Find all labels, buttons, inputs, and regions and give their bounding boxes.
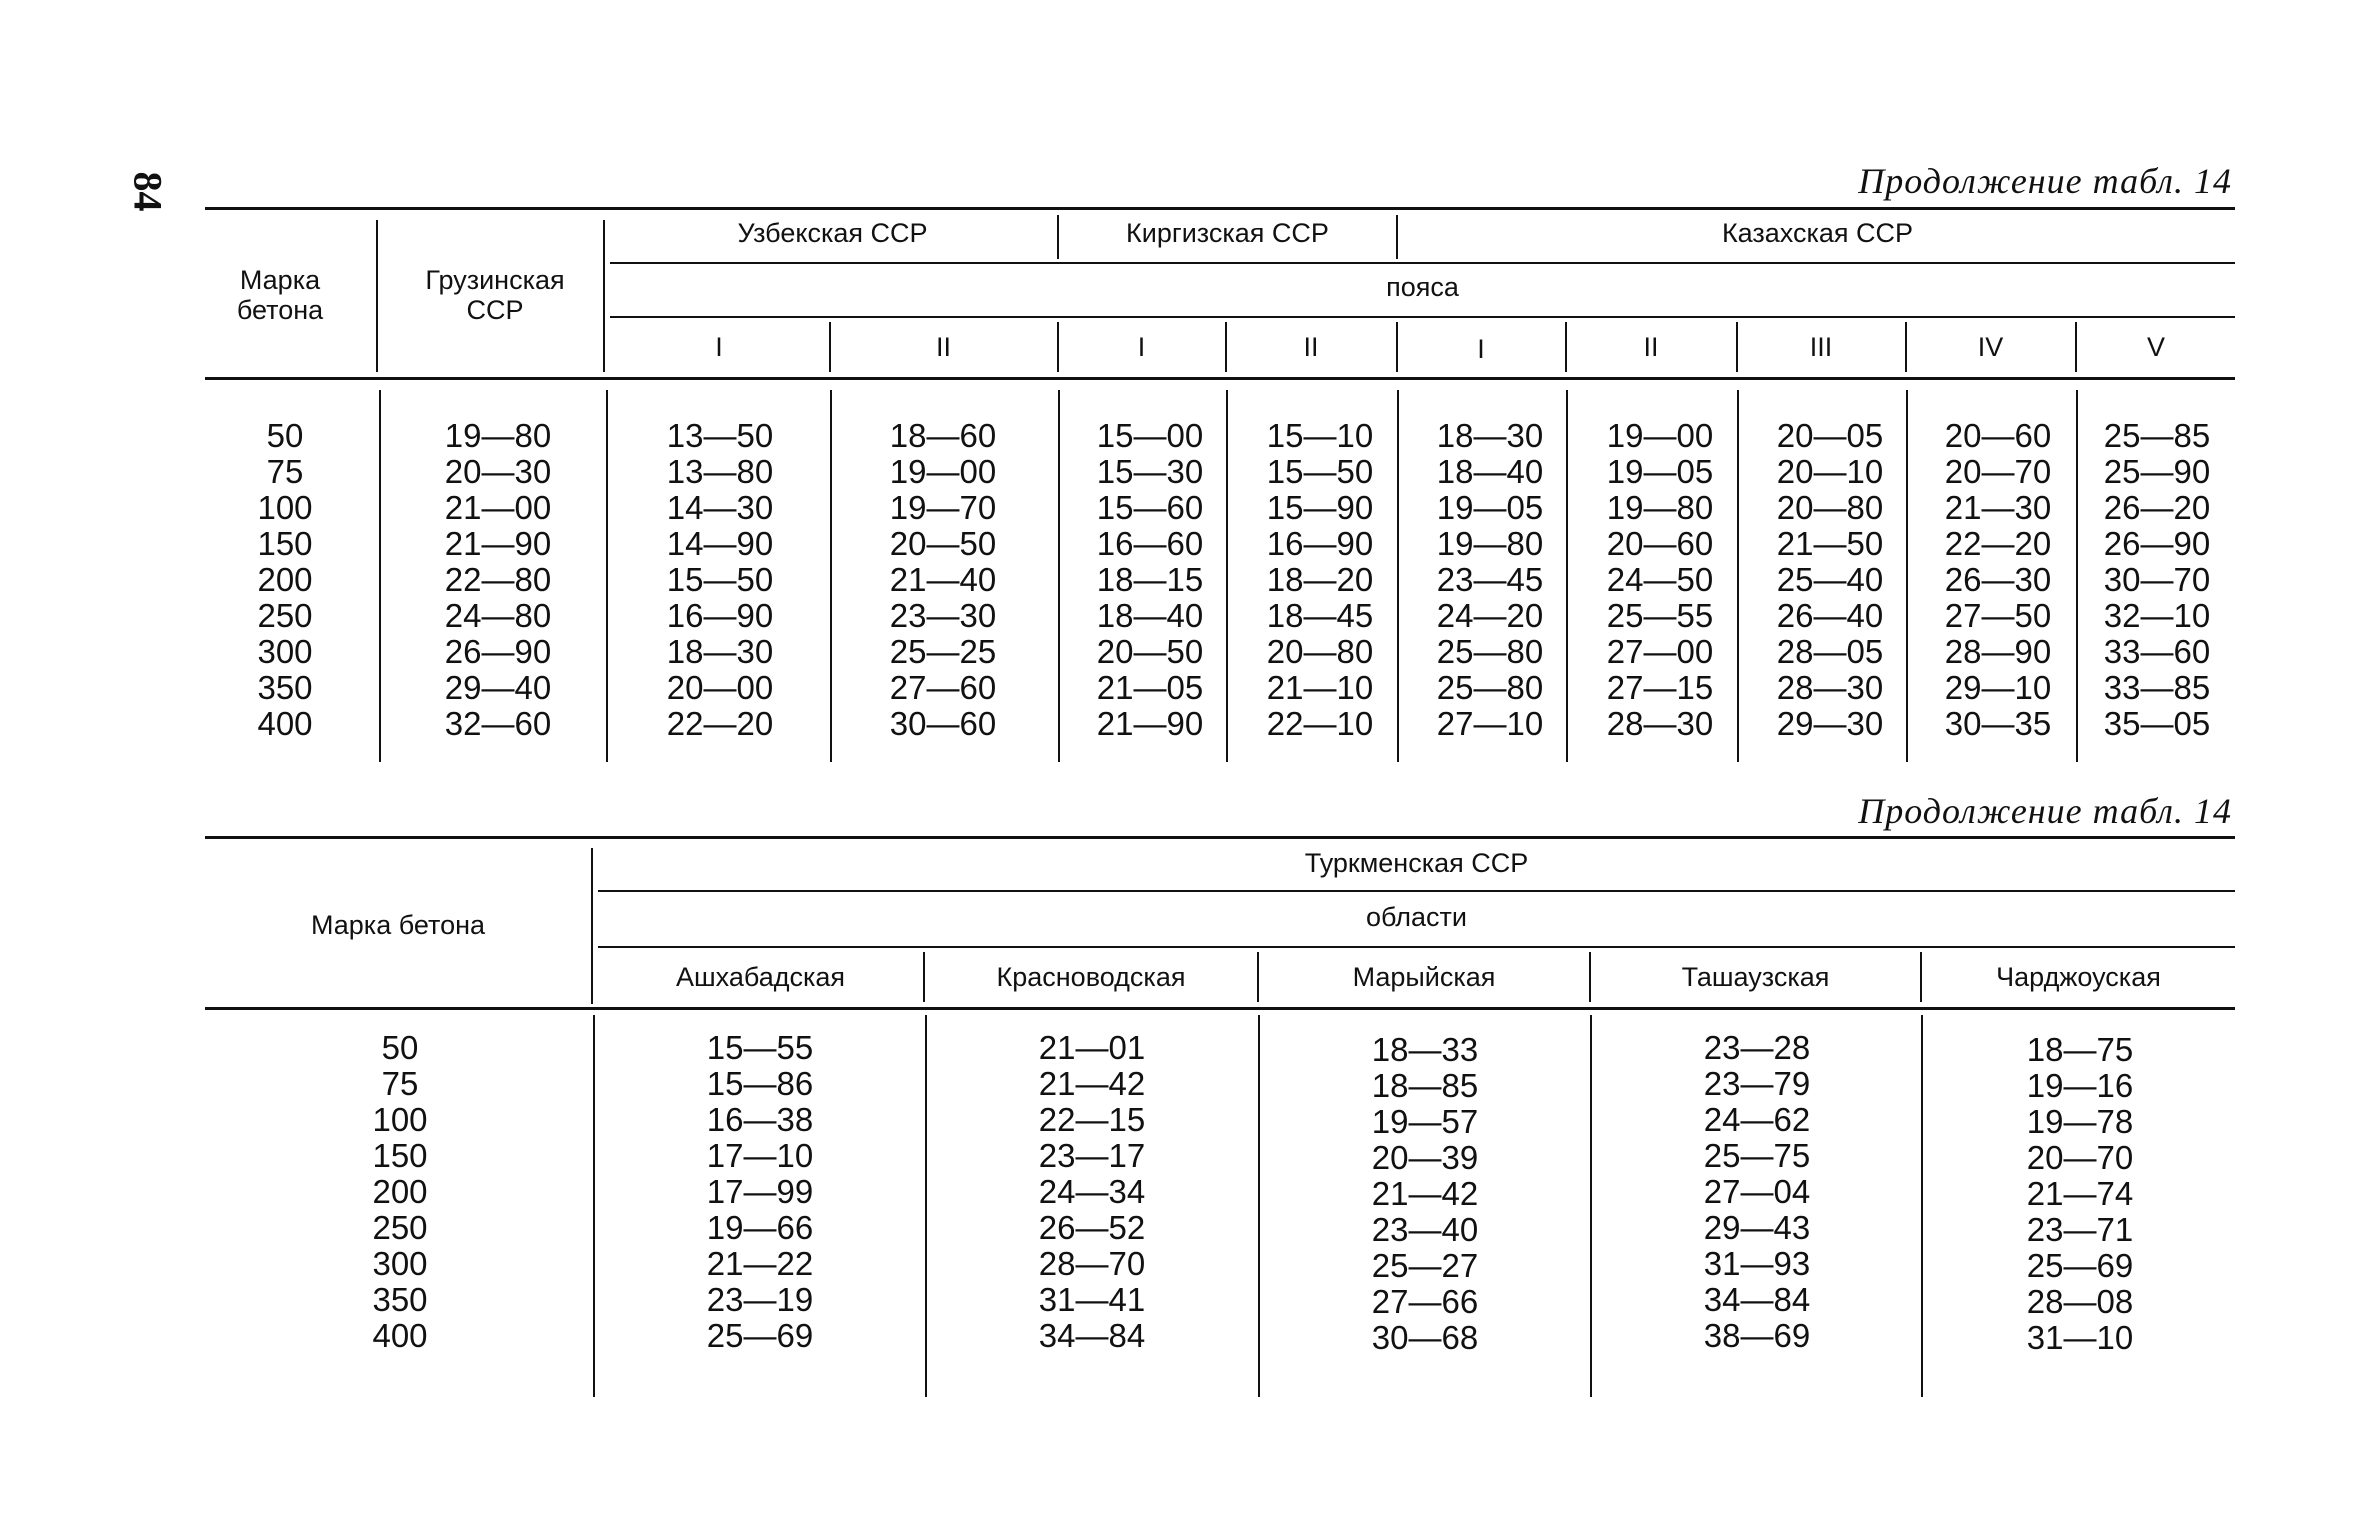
table1-zone-label: IV: [1977, 332, 2004, 362]
table-cell: 18—40: [1436, 453, 1544, 490]
table-cell: 21—74: [2026, 1175, 2134, 1212]
table-cell: 22—80: [444, 561, 552, 598]
table-cell: 17—99: [706, 1173, 814, 1210]
table-cell: 50: [381, 1029, 419, 1066]
table-cell: 25—40: [1776, 561, 1884, 598]
table1-column-kaz-4: [1918, 418, 2078, 742]
table-cell: 30—35: [1944, 705, 2052, 742]
table-cell: 20—60: [1606, 525, 1714, 562]
table1-group-rule: [610, 262, 2235, 264]
table1-header-mark: Марка бетона: [236, 265, 324, 325]
table-cell: 22—20: [666, 705, 774, 742]
table-cell: 75: [266, 453, 304, 490]
table2-header-mark: Марка бетона: [310, 910, 486, 940]
table-cell: 26—30: [1944, 561, 2052, 598]
table-cell: 16—60: [1096, 525, 1204, 562]
table-cell: 18—20: [1266, 561, 1374, 598]
table1-column-georgia: [408, 418, 588, 742]
table1-group-kyrgyz: Киргизская ССР: [1126, 218, 1329, 248]
table1-column-uzb-1: [640, 418, 800, 742]
table-cell: 13—50: [666, 417, 774, 454]
table-cell: 26—52: [1038, 1209, 1146, 1246]
table-cell: 20—80: [1776, 489, 1884, 526]
table-cell: 18—33: [1371, 1031, 1479, 1068]
table-cell: 28—70: [1038, 1245, 1146, 1282]
table-cell: 19—05: [1436, 489, 1544, 526]
table-cell: 20—00: [666, 669, 774, 706]
table-cell: 25—69: [706, 1317, 814, 1354]
table-cell: 23—30: [889, 597, 997, 634]
table-cell: 350: [257, 669, 313, 706]
table-cell: 400: [257, 705, 313, 742]
table-cell: 250: [257, 597, 313, 634]
table-cell: 300: [257, 633, 313, 670]
table-cell: 21—90: [444, 525, 552, 562]
table1-column-kaz-3: [1750, 418, 1910, 742]
table-cell: 18—30: [1436, 417, 1544, 454]
table-cell: 250: [372, 1209, 428, 1246]
table-cell: 20—39: [1371, 1139, 1479, 1176]
table2-top-rule: [205, 836, 2235, 839]
table-cell: 27—10: [1436, 705, 1544, 742]
table-cell: 100: [372, 1101, 428, 1138]
table-cell: 13—80: [666, 453, 774, 490]
table-cell: 18—75: [2026, 1031, 2134, 1068]
table-cell: 27—60: [889, 669, 997, 706]
table-cell: 21—05: [1096, 669, 1204, 706]
table1-body-vline: [379, 390, 381, 762]
table-cell: 25—85: [2103, 417, 2211, 454]
table-cell: 23—71: [2026, 1211, 2134, 1248]
table-cell: 23—28: [1703, 1029, 1811, 1066]
table1-zone-label: I: [715, 332, 723, 362]
table-cell: 25—80: [1436, 669, 1544, 706]
table-cell: 28—30: [1606, 705, 1714, 742]
table2-column-mark: [330, 1030, 470, 1354]
table-cell: 21—40: [889, 561, 997, 598]
table-cell: 15—60: [1096, 489, 1204, 526]
table1-zone-label: V: [2146, 332, 2165, 362]
table2-column-ashgabat: [680, 1030, 840, 1354]
table-cell: 150: [372, 1137, 428, 1174]
table-cell: 27—66: [1371, 1283, 1479, 1320]
table-cell: 21—00: [444, 489, 552, 526]
table-cell: 14—30: [666, 489, 774, 526]
table-cell: 15—55: [706, 1029, 814, 1066]
table-cell: 16—90: [1266, 525, 1374, 562]
table1-column-kaz-2: [1580, 418, 1740, 742]
table-cell: 31—93: [1703, 1245, 1811, 1282]
table-cell: 34—84: [1703, 1281, 1811, 1318]
table1-column-mark: [215, 418, 355, 742]
table-cell: 24—62: [1703, 1101, 1811, 1138]
table-cell: 19—80: [1606, 489, 1714, 526]
table-cell: 23—17: [1038, 1137, 1146, 1174]
table-cell: 26—20: [2103, 489, 2211, 526]
table-cell: 75: [381, 1065, 419, 1102]
table-cell: 23—79: [1703, 1065, 1811, 1102]
table-cell: 25—27: [1371, 1247, 1479, 1284]
table-cell: 30—60: [889, 705, 997, 742]
table-cell: 50: [266, 417, 304, 454]
table-cell: 23—45: [1436, 561, 1544, 598]
table2-body-vline: [1258, 1015, 1260, 1397]
table-cell: 26—90: [2103, 525, 2211, 562]
table-cell: 27—15: [1606, 669, 1714, 706]
table-cell: 20—05: [1776, 417, 1884, 454]
table-cell: 15—90: [1266, 489, 1374, 526]
table-cell: 19—57: [1371, 1103, 1479, 1140]
page-number: 84: [125, 171, 171, 212]
table1-zone-label: II: [1643, 332, 1659, 362]
table1-header-bottom-rule: [205, 377, 2235, 380]
table-cell: 15—50: [666, 561, 774, 598]
table2-vline-mark: [591, 848, 593, 1004]
table-cell: 34—84: [1038, 1317, 1146, 1354]
table-cell: 21—10: [1266, 669, 1374, 706]
table-cell: 20—10: [1776, 453, 1884, 490]
table-cell: 19—78: [2026, 1103, 2134, 1140]
table-cell: 21—42: [1371, 1175, 1479, 1212]
table-cell: 24—50: [1606, 561, 1714, 598]
table-cell: 25—80: [1436, 633, 1544, 670]
table-cell: 20—60: [1944, 417, 2052, 454]
table-cell: 19—00: [1606, 417, 1714, 454]
table-cell: 20—70: [2026, 1139, 2134, 1176]
table1-top-rule: [205, 207, 2235, 210]
table2-body-vline: [593, 1015, 595, 1397]
table-cell: 25—25: [889, 633, 997, 670]
table1-body-vline: [606, 390, 608, 762]
table-cell: 18—60: [889, 417, 997, 454]
table-cell: 22—10: [1266, 705, 1374, 742]
table-cell: 24—20: [1436, 597, 1544, 634]
table1-subheader-rule: [610, 316, 2235, 318]
table-cell: 27—04: [1703, 1173, 1811, 1210]
table1-zone-label: II: [935, 332, 951, 362]
table-cell: 30—68: [1371, 1319, 1479, 1356]
table2-column-tashauz: [1677, 1030, 1837, 1354]
table-cell: 30—70: [2103, 561, 2211, 598]
table-cell: 27—50: [1944, 597, 2052, 634]
table-cell: 20—30: [444, 453, 552, 490]
table-cell: 150: [257, 525, 313, 562]
table-cell: 32—60: [444, 705, 552, 742]
table-cell: 100: [257, 489, 313, 526]
table-cell: 21—01: [1038, 1029, 1146, 1066]
table1-continuation-title: Продолжение табл. 14: [1858, 161, 2232, 201]
table-cell: 28—90: [1944, 633, 2052, 670]
table1-column-kyr-2: [1240, 418, 1400, 742]
table2-column-krasnovodsk: [1012, 1030, 1172, 1354]
table2-subheader: области: [1366, 902, 1467, 932]
table1-header-georgia: Грузинская ССР: [425, 265, 565, 325]
table-cell: 24—34: [1038, 1173, 1146, 1210]
table1-body-vline: [1058, 390, 1060, 762]
table-cell: 18—15: [1096, 561, 1204, 598]
table-cell: 28—08: [2026, 1283, 2134, 1320]
table-cell: 22—20: [1944, 525, 2052, 562]
table-cell: 21—90: [1096, 705, 1204, 742]
table-cell: 31—41: [1038, 1281, 1146, 1318]
table-cell: 14—90: [666, 525, 774, 562]
table1-vline-4: [1396, 215, 1398, 259]
table-cell: 20—50: [1096, 633, 1204, 670]
table2-body-vline: [1921, 1015, 1923, 1397]
table-cell: 19—80: [444, 417, 552, 454]
table-cell: 19—05: [1606, 453, 1714, 490]
table-cell: 200: [257, 561, 313, 598]
table1-column-kaz-1: [1410, 418, 1570, 742]
table-cell: 27—00: [1606, 633, 1714, 670]
table-cell: 19—66: [706, 1209, 814, 1246]
table2-header-bottom-rule: [205, 1007, 2235, 1010]
table-cell: 15—10: [1266, 417, 1374, 454]
table-cell: 20—70: [1944, 453, 2052, 490]
table1-zone-label: I: [1137, 332, 1146, 362]
table-cell: 28—30: [1776, 669, 1884, 706]
table1-group-uzbek: Узбекская ССР: [737, 218, 928, 248]
table2-continuation-title: Продолжение табл. 14: [1858, 791, 2232, 831]
table-cell: 15—50: [1266, 453, 1374, 490]
table-cell: 22—15: [1038, 1101, 1146, 1138]
table-cell: 35—05: [2103, 705, 2211, 742]
table-cell: 26—40: [1776, 597, 1884, 634]
table-cell: 28—05: [1776, 633, 1884, 670]
table2-region-label: Ташаузская: [1681, 962, 1830, 992]
table2-region-label: Ашхабадская: [675, 962, 846, 992]
table-cell: 20—80: [1266, 633, 1374, 670]
table-cell: 25—55: [1606, 597, 1714, 634]
table-cell: 29—43: [1703, 1209, 1811, 1246]
table1-group-kazakh: Казахская ССР: [1721, 218, 1914, 248]
table-cell: 23—19: [706, 1281, 814, 1318]
table-cell: 15—86: [706, 1065, 814, 1102]
table-cell: 18—85: [1371, 1067, 1479, 1104]
table2-group-turkmen: Туркменская ССР: [1304, 848, 1529, 878]
table-cell: 16—90: [666, 597, 774, 634]
table2-group-rule: [598, 890, 2235, 892]
table2-column-chardzhou: [2000, 1032, 2160, 1356]
table-cell: 18—40: [1096, 597, 1204, 634]
table2-region-label: Марыйская: [1352, 962, 1496, 992]
table2-column-mary: [1345, 1032, 1505, 1356]
table2-body-vline: [1590, 1015, 1592, 1397]
table-cell: 23—40: [1371, 1211, 1479, 1248]
table2-region-label: Чарджоуская: [1996, 962, 2161, 992]
table1-vline-2: [603, 220, 605, 372]
table-cell: 25—69: [2026, 1247, 2134, 1284]
table1-column-kyr-1: [1070, 418, 1230, 742]
table-cell: 19—80: [1436, 525, 1544, 562]
table-cell: 17—10: [706, 1137, 814, 1174]
table-cell: 25—75: [1703, 1137, 1811, 1174]
table-cell: 29—40: [444, 669, 552, 706]
table-cell: 21—42: [1038, 1065, 1146, 1102]
table1-vline-1: [376, 220, 378, 372]
table-cell: 33—85: [2103, 669, 2211, 706]
table1-body-vline: [830, 390, 832, 762]
table2-subheader-rule: [598, 946, 2235, 948]
table-cell: 20—50: [889, 525, 997, 562]
table-cell: 19—16: [2026, 1067, 2134, 1104]
table-cell: 15—30: [1096, 453, 1204, 490]
table1-zone-label: II: [1303, 332, 1319, 362]
table-cell: 400: [372, 1317, 428, 1354]
table-cell: 19—70: [889, 489, 997, 526]
table-cell: 29—30: [1776, 705, 1884, 742]
table-cell: 31—10: [2026, 1319, 2134, 1356]
table-cell: 24—80: [444, 597, 552, 634]
table-cell: 21—22: [706, 1245, 814, 1282]
table-cell: 21—30: [1944, 489, 2052, 526]
table1-zone-label: III: [1809, 332, 1833, 362]
table-cell: 15—00: [1096, 417, 1204, 454]
table-cell: 16—38: [706, 1101, 814, 1138]
table-cell: 18—45: [1266, 597, 1374, 634]
table-cell: 25—90: [2103, 453, 2211, 490]
table1-subheader: пояса: [1386, 272, 1459, 302]
table2-region-label: Красноводская: [996, 962, 1186, 992]
table-cell: 29—10: [1944, 669, 2052, 706]
table-cell: 300: [372, 1245, 428, 1282]
table-cell: 19—00: [889, 453, 997, 490]
table1-vline-3: [1057, 215, 1059, 259]
table-cell: 18—30: [666, 633, 774, 670]
table-cell: 350: [372, 1281, 428, 1318]
table2-body-vline: [925, 1015, 927, 1397]
table-cell: 21—50: [1776, 525, 1884, 562]
table-cell: 32—10: [2103, 597, 2211, 634]
table-cell: 33—60: [2103, 633, 2211, 670]
table-cell: 200: [372, 1173, 428, 1210]
table1-column-uzb-2: [863, 418, 1023, 742]
table-cell: 38—69: [1703, 1317, 1811, 1354]
table-cell: 26—90: [444, 633, 552, 670]
table1-zone-label: I: [1477, 334, 1485, 364]
table1-column-kaz-5: [2078, 418, 2236, 742]
